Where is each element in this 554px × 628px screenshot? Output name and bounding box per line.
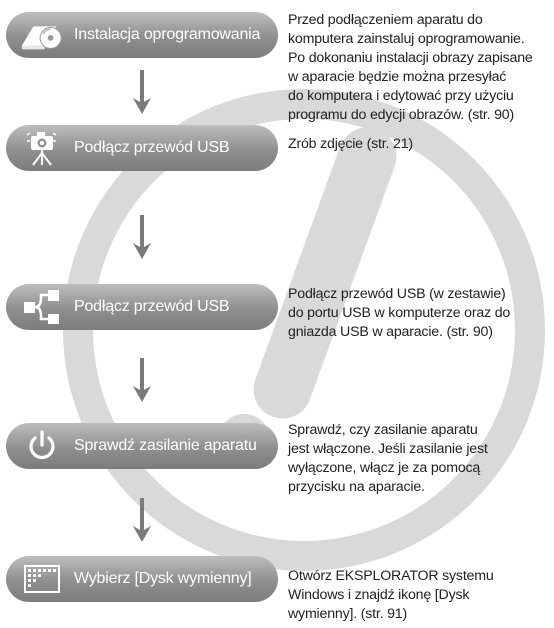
step-select-removable-disk-button[interactable] bbox=[6, 556, 278, 602]
software-install-icon bbox=[20, 17, 64, 53]
power-icon bbox=[20, 428, 64, 464]
camera-tripod-icon bbox=[20, 130, 64, 166]
arrow-down-icon bbox=[132, 215, 152, 261]
step-label: Sprawdź zasilanie aparatu bbox=[74, 437, 257, 454]
usb-connector-icon bbox=[20, 289, 64, 325]
step-description: Przed podłączeniem aparatu do komputera zainstaluj oprogramowanie. Po dokonaniu instalacji obrazy zapisane w aparacie będzie można przesyłać do komputera i edytować przy użyciu programu do edycji obrazów. (str. 90) bbox=[288, 12, 533, 123]
arrow-down-icon bbox=[132, 498, 152, 544]
step-install-software-button[interactable] bbox=[6, 12, 278, 58]
step-connect-usb-button[interactable] bbox=[6, 284, 278, 330]
step-take-photo-button[interactable] bbox=[6, 125, 278, 171]
step-description: Zrób zdjęcie (str. 21) bbox=[288, 136, 413, 152]
arrow-down-icon bbox=[132, 358, 152, 404]
step-description: Sprawdź, czy zasilanie aparatu jest włączone. Jeśli zasilanie jest wyłączone, włącz je za pomocą przycisku na aparacie. bbox=[288, 422, 488, 495]
step-check-power-button[interactable] bbox=[6, 423, 278, 469]
removable-disk-icon bbox=[20, 561, 64, 597]
step-description: Otwórz EKSPLORATOR systemu Windows i znajdź ikonę [Dysk wymienny]. (str. 91) bbox=[288, 568, 494, 622]
step-label: Wybierz [Dysk wymienny] bbox=[74, 570, 252, 587]
step-description: Podłącz przewód USB (w zestawie) do portu USB w komputerze oraz do gniazda USB w aparacie. (str. 90) bbox=[288, 286, 511, 340]
arrow-down-icon bbox=[132, 70, 152, 116]
step-label: Podłącz przewód USB bbox=[74, 298, 230, 315]
step-label: Instalacja oprogramowania bbox=[74, 26, 261, 43]
step-label: Podłącz przewód USB bbox=[74, 139, 230, 156]
